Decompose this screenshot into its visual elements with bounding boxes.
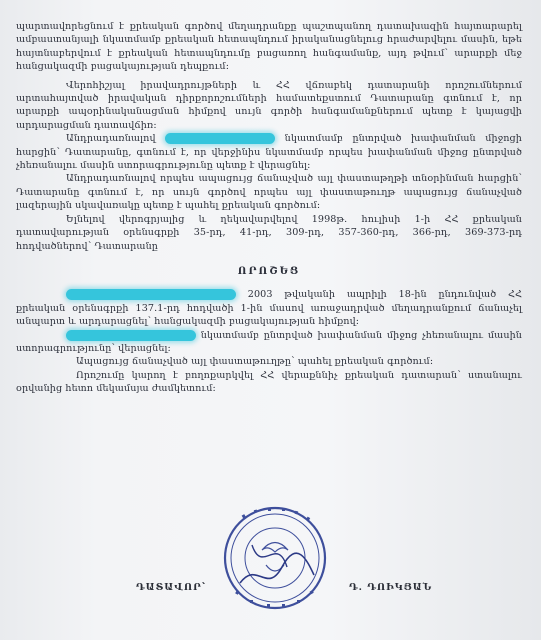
document-body (16, 20, 522, 396)
court-seal-icon (222, 505, 328, 611)
redacted-name (165, 133, 275, 144)
paragraph-rest: նկատմամբ ընտրված խափանման միջոց չհեռանալու մասին ստորագրությունը՝ վերացնել: (16, 329, 522, 354)
judge-label: ԴԱՏԱՎՈՐ՝ (136, 582, 206, 593)
paragraph-start: Անդրադառնալով (66, 133, 156, 145)
judge-name: Դ. ԴՈԻԿՅԱՆ (349, 582, 433, 593)
paragraph: Ելնելով վերոգրյալից և ղեկավարվելով 1998թ. հուլիսի 1-ի ՀՀ քրեական դատավարության օրենսգրքի 35-րդ, 41-րդ, 309-րդ, 357-360-րդ, 366-րդ, 369-373-րդ հոդվածներով՝ Դատարանը (16, 213, 522, 252)
paragraph: Որոշումը կարող է բողոքարկվել ՀՀ վերաքննիչ քրեական դատարան՝ ստանալու օրվանից հետո մեկամսյա ժամկետում: (16, 369, 522, 395)
paragraph: պարտավորեցնում է քրեական գործով մեղադրանքը պաշտպանող դատախազին հայտարարել ամբաստանյալի նկատմամբ քրեական հետապնդում իրականացնելուց հրաժարվելու մասին, եթե հայտնաբերվում է քրեական հետապնդումը բացառող հանգամանք, այդ թվում՝ արարքի մեջ հանցակազմի բացակայության դեպքում: (16, 21, 522, 73)
redacted-name (66, 330, 196, 341)
paragraph: Անդրադառնալով որպես ապացույց ճանաչված այլ փաստաթղթի տնօրինման հարցին՝ Դատարանը գտնում է, որ սույն գործով որպես այլ փաստաթուղթ ապացույց ճանաչված լազերային սկավառակը պետք է պահել քրեական գործում: (16, 173, 522, 212)
paragraph (16, 288, 522, 328)
decision-heading: ՈՐՈՇԵՑ (237, 265, 301, 277)
paragraph-rest: նկատմամբ ընտրված խափանման միջոցի հարցին՝ Դատարանը, գտնում է, որ վերջինիս նկատմամբ որպես խափանման միջոց ընտրված չհեռանալու մասին ստորագրությունը պետք է վերացնել: (16, 133, 522, 172)
paragraph (16, 329, 522, 356)
paragraph (16, 132, 522, 172)
paragraph: Ապացույց ճանաչված այլ փաստաթուղթը՝ պահել քրեական գործում: (76, 356, 434, 368)
paragraph-rest: 2003 թվականի ապրիլի 18-ին ընդունված ՀՀ քրեական օրենսգրքի 137.1-րդ հոդվածի 1-ին մասով առաջադրված մեղադրանքում ճանաչել անպարտ և արդարացնել՝ հանցակազմի բացակայության հիմքով: (16, 289, 522, 328)
paragraph: Վերոհիշյալ իրավադրույթների և ՀՀ վճռաբեկ դատարանի որոշումներում արտահայտված իրավական դիրքորոշումների համատեքստում Դատարանը գտնում է, որ արարքի ապօրինականացման հիմքով սույն գործի հանգամանքներում պետք է կայացվի արդարացման դատավճիռ: (16, 79, 522, 131)
redacted-name (66, 289, 236, 300)
signature-block (0, 500, 541, 640)
